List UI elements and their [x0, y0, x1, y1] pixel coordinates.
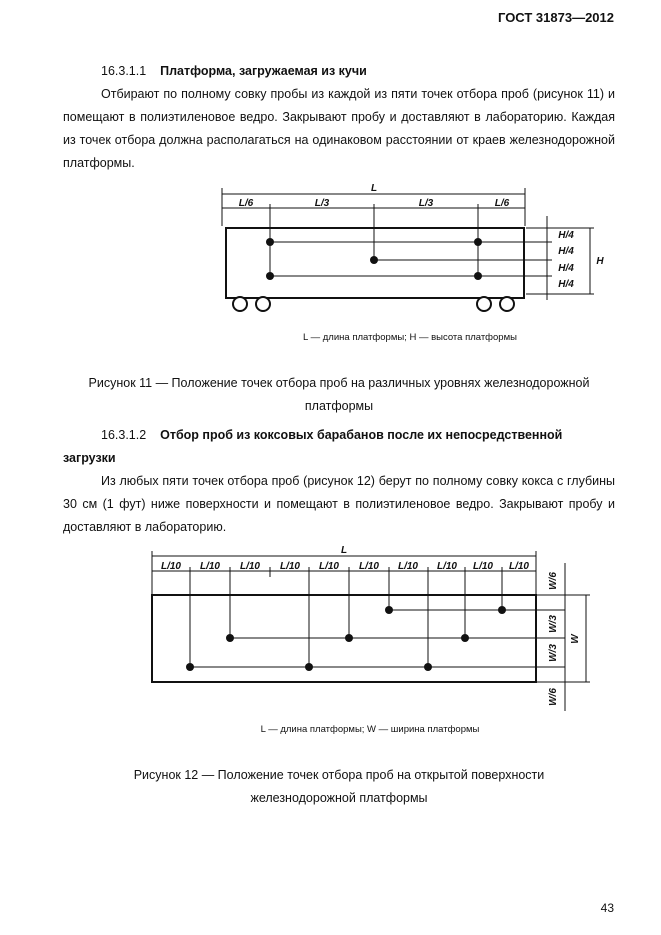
wheel [500, 297, 514, 311]
dimension-label: W/3 [548, 615, 559, 633]
dimension-label: L [370, 183, 378, 194]
section-title-part2: загрузки [63, 451, 116, 465]
dimension-label: H/4 [558, 246, 574, 257]
document-header: ГОСТ 31873—2012 [498, 10, 614, 25]
dimension-label: L/6 [494, 198, 510, 209]
dimension-label: H/4 [558, 279, 574, 290]
dimension-label: H [596, 256, 604, 267]
section-number: 16.3.1.1 [101, 64, 147, 78]
figure-11-caption-line2: платформы [304, 399, 374, 413]
section-16-3-1-1-text: Отбирают по полному совку пробы из каждой из пяти точек отбора проб (рисунок 11) и помещают в полиэтиленовое ведро. Закрывают пробу и доставляют в лабораторию. Каждая из точек отбора должна располагаться на одинаковом расстоянии от краев железнодорожной платформы. [63, 87, 615, 170]
dimension-label: L/10 [472, 561, 494, 572]
dimension-label: W/6 [548, 688, 559, 706]
section-number: 16.3.1.2 [101, 428, 147, 442]
sample-point [498, 606, 506, 614]
sample-point [266, 238, 274, 246]
dimension-label: L/10 [508, 561, 530, 572]
dimension-label: H/4 [558, 230, 574, 241]
section-title-continuation [63, 447, 615, 470]
dimension-label: L/10 [397, 561, 419, 572]
dimension-label: L/10 [199, 561, 221, 572]
sample-point [474, 238, 482, 246]
dimension-label: W/3 [548, 644, 559, 662]
wheel [256, 297, 270, 311]
sample-point [345, 634, 353, 642]
figure-12-diagram [140, 543, 600, 718]
dimension-label: L [340, 545, 348, 556]
section-16-3-1-2-heading [63, 424, 615, 447]
page-number: 43 [600, 901, 614, 915]
dimension-label: W/6 [548, 572, 559, 590]
dimension-label: H/4 [558, 263, 574, 274]
dimension-label: L/6 [238, 198, 254, 209]
dimension-label: L/10 [239, 561, 261, 572]
figure-12-caption-line2: железнодорожной платформы [250, 791, 428, 805]
section-16-3-1-1-heading [63, 60, 615, 83]
section-16-3-1-2-text: Из любых пяти точек отбора проб (рисунок 12) берут по полному совку кокса с глубины 30 см (1 фут) ниже поверхности и помещают в полиэтиленовое ведро. Закрывают пробу и доставляют в лабораторию. [63, 474, 615, 534]
section-title: Отбор проб из коксовых барабанов после их непосредственной [160, 428, 563, 442]
dimension-label: L/10 [160, 561, 182, 572]
dimension-label: L/10 [358, 561, 380, 572]
sample-point [424, 663, 432, 671]
sample-point [385, 606, 393, 614]
sample-point [474, 272, 482, 280]
sample-point [266, 272, 274, 280]
dimension-label: W [570, 634, 581, 644]
wheel [233, 297, 247, 311]
figure-12-legend: L — длина платформы; W — ширина платформы [260, 724, 480, 735]
sample-point [461, 634, 469, 642]
sample-point [186, 663, 194, 671]
sample-point [305, 663, 313, 671]
figure-11-diagram [200, 180, 620, 320]
dimension-label: L/10 [279, 561, 301, 572]
sample-point [226, 634, 234, 642]
figure-11-legend: L — длина платформы; H — высота платформы [303, 332, 517, 343]
figure-12-caption-line1: Рисунок 12 — Положение точек отбора проб на открытой поверхности [133, 768, 545, 782]
figure-11-caption-line1: Рисунок 11 — Положение точек отбора проб на различных уровнях железнодорожной [88, 376, 590, 390]
dimension-label: L/10 [436, 561, 458, 572]
dimension-label: L/3 [418, 198, 434, 209]
wheel [477, 297, 491, 311]
section-title: Платформа, загружаемая из кучи [160, 64, 367, 78]
dimension-label: L/3 [314, 198, 330, 209]
dimension-label: L/10 [318, 561, 340, 572]
sample-point [370, 256, 378, 264]
